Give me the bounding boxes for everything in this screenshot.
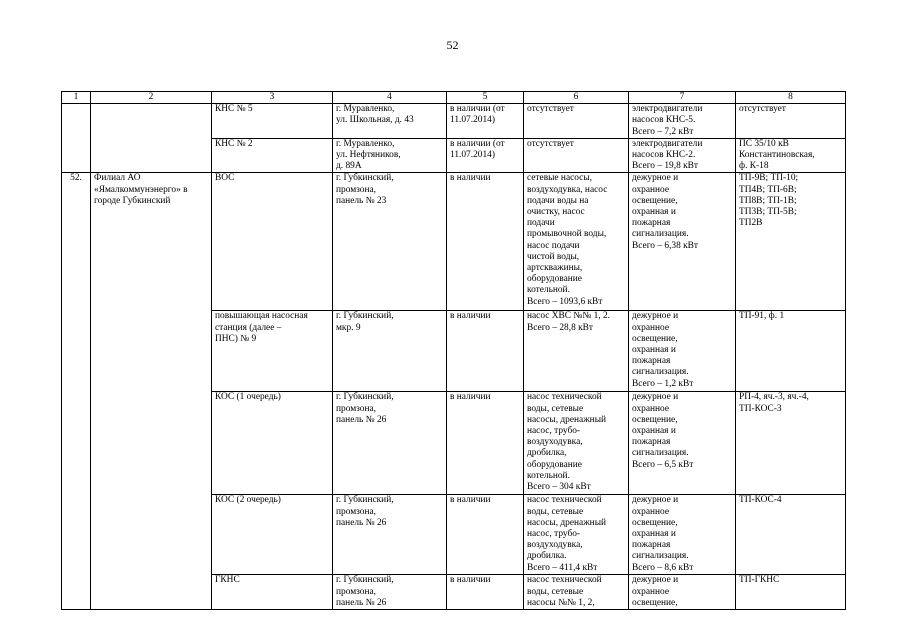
backup-equipment-cell: дежурное и охранное освещение, охранная и пожарная сигнализация. Всего – 1,2 кВт (629, 311, 736, 392)
power-source-cell: ТП-91, ф. 1 (736, 311, 846, 392)
equipment-cell: насос технической воды, сетевые насосы, дренажный насос, трубо- воздуходувка, дробилка. Всего – 411,4 кВт (524, 495, 629, 575)
facility-cell: ВОС (212, 173, 333, 311)
facility-cell: КОС (2 очередь) (212, 495, 333, 575)
power-source-cell: РП-4, яч.-3, яч.-4, ТП-КОС-3 (736, 392, 846, 495)
column-header-1: 1 (62, 92, 91, 104)
backup-equipment-cell: электродвигатели насосов КНС-5. Всего – 7,2 кВт (629, 104, 736, 139)
power-source-cell: ТП-ГКНС (736, 575, 846, 610)
backup-equipment-cell: электродвигатели насосов КНС-2. Всего – 19,8 кВт (629, 138, 736, 173)
table-row (62, 173, 846, 311)
table-header-row (62, 92, 846, 104)
facility-cell: повышающая насосная станция (далее – ПНС) № 9 (212, 311, 333, 392)
address-cell: г. Губкинский, промзона, панель № 26 (333, 575, 447, 610)
availability-cell: в наличии (447, 173, 524, 311)
availability-cell: в наличии (от 11.07.2014) (447, 104, 524, 139)
power-source-cell: ТП-9В; ТП-10; ТП4В; ТП-6В; ТП8В; ТП-1В; ТП3В; ТП-5В; ТП2В (736, 173, 846, 311)
column-header-8: 8 (736, 92, 846, 104)
address-cell: г. Губкинский, промзона, панель № 26 (333, 495, 447, 575)
equipment-cell: отсутствует (524, 138, 629, 173)
row-number-cell: 52. (62, 173, 91, 610)
column-header-6: 6 (524, 92, 629, 104)
facility-cell: КНС № 5 (212, 104, 333, 139)
availability-cell: в наличии (447, 495, 524, 575)
column-header-2: 2 (91, 92, 212, 104)
organization-cell: Филиал АО «Ямалкоммунэнерго» в городе Губкинский (91, 173, 212, 610)
equipment-cell: насос технической воды, сетевые насосы №№ 1, 2, (524, 575, 629, 610)
equipment-cell: сетевые насосы, воздуходувка, насос подачи воды на очистку, насос подачи промывочной воды, насос подачи чистой воды, артскважины, оборудование котельной. Всего – 1093,6 кВт (524, 173, 629, 311)
availability-cell: в наличии (447, 311, 524, 392)
address-cell: г. Губкинский, промзона, панель № 26 (333, 392, 447, 495)
backup-equipment-cell: дежурное и охранное освещение, (629, 575, 736, 610)
organization-cell (91, 104, 212, 173)
column-header-4: 4 (333, 92, 447, 104)
availability-cell: в наличии (447, 575, 524, 610)
availability-cell: в наличии (от 11.07.2014) (447, 138, 524, 173)
energy-facilities-table (61, 91, 846, 610)
equipment-cell: насос технической воды, сетевые насосы, дренажный насос, трубо- воздуходувка, дробилка, оборудование котельной. Всего – 304 кВт (524, 392, 629, 495)
address-cell: г. Губкинский, промзона, панель № 23 (333, 173, 447, 311)
column-header-5: 5 (447, 92, 524, 104)
backup-equipment-cell: дежурное и охранное освещение, охранная и пожарная сигнализация. Всего – 6,38 кВт (629, 173, 736, 311)
backup-equipment-cell: дежурное и охранное освещение, охранная и пожарная сигнализация. Всего – 6,5 кВт (629, 392, 736, 495)
column-header-7: 7 (629, 92, 736, 104)
address-cell: г. Муравленко, ул. Школьная, д. 43 (333, 104, 447, 139)
column-header-3: 3 (212, 92, 333, 104)
address-cell: г. Муравленко, ул. Нефтяников, д. 89А (333, 138, 447, 173)
address-cell: г. Губкинский, мкр. 9 (333, 311, 447, 392)
row-number-cell (62, 104, 91, 173)
facility-cell: КНС № 2 (212, 138, 333, 173)
table-row (62, 104, 846, 139)
backup-equipment-cell: дежурное и охранное освещение, охранная и пожарная сигнализация. Всего – 8,6 кВт (629, 495, 736, 575)
facility-cell: ГКНС (212, 575, 333, 610)
power-source-cell: ПС 35/10 кВ Константиновская, ф. К-18 (736, 138, 846, 173)
equipment-cell: отсутствует (524, 104, 629, 139)
availability-cell: в наличии (447, 392, 524, 495)
page-number: 52 (446, 38, 459, 52)
equipment-cell: насос ХВС №№ 1, 2. Всего – 28,8 кВт (524, 311, 629, 392)
power-source-cell: отсутствует (736, 104, 846, 139)
power-source-cell: ТП-КОС-4 (736, 495, 846, 575)
facility-cell: КОС (1 очередь) (212, 392, 333, 495)
